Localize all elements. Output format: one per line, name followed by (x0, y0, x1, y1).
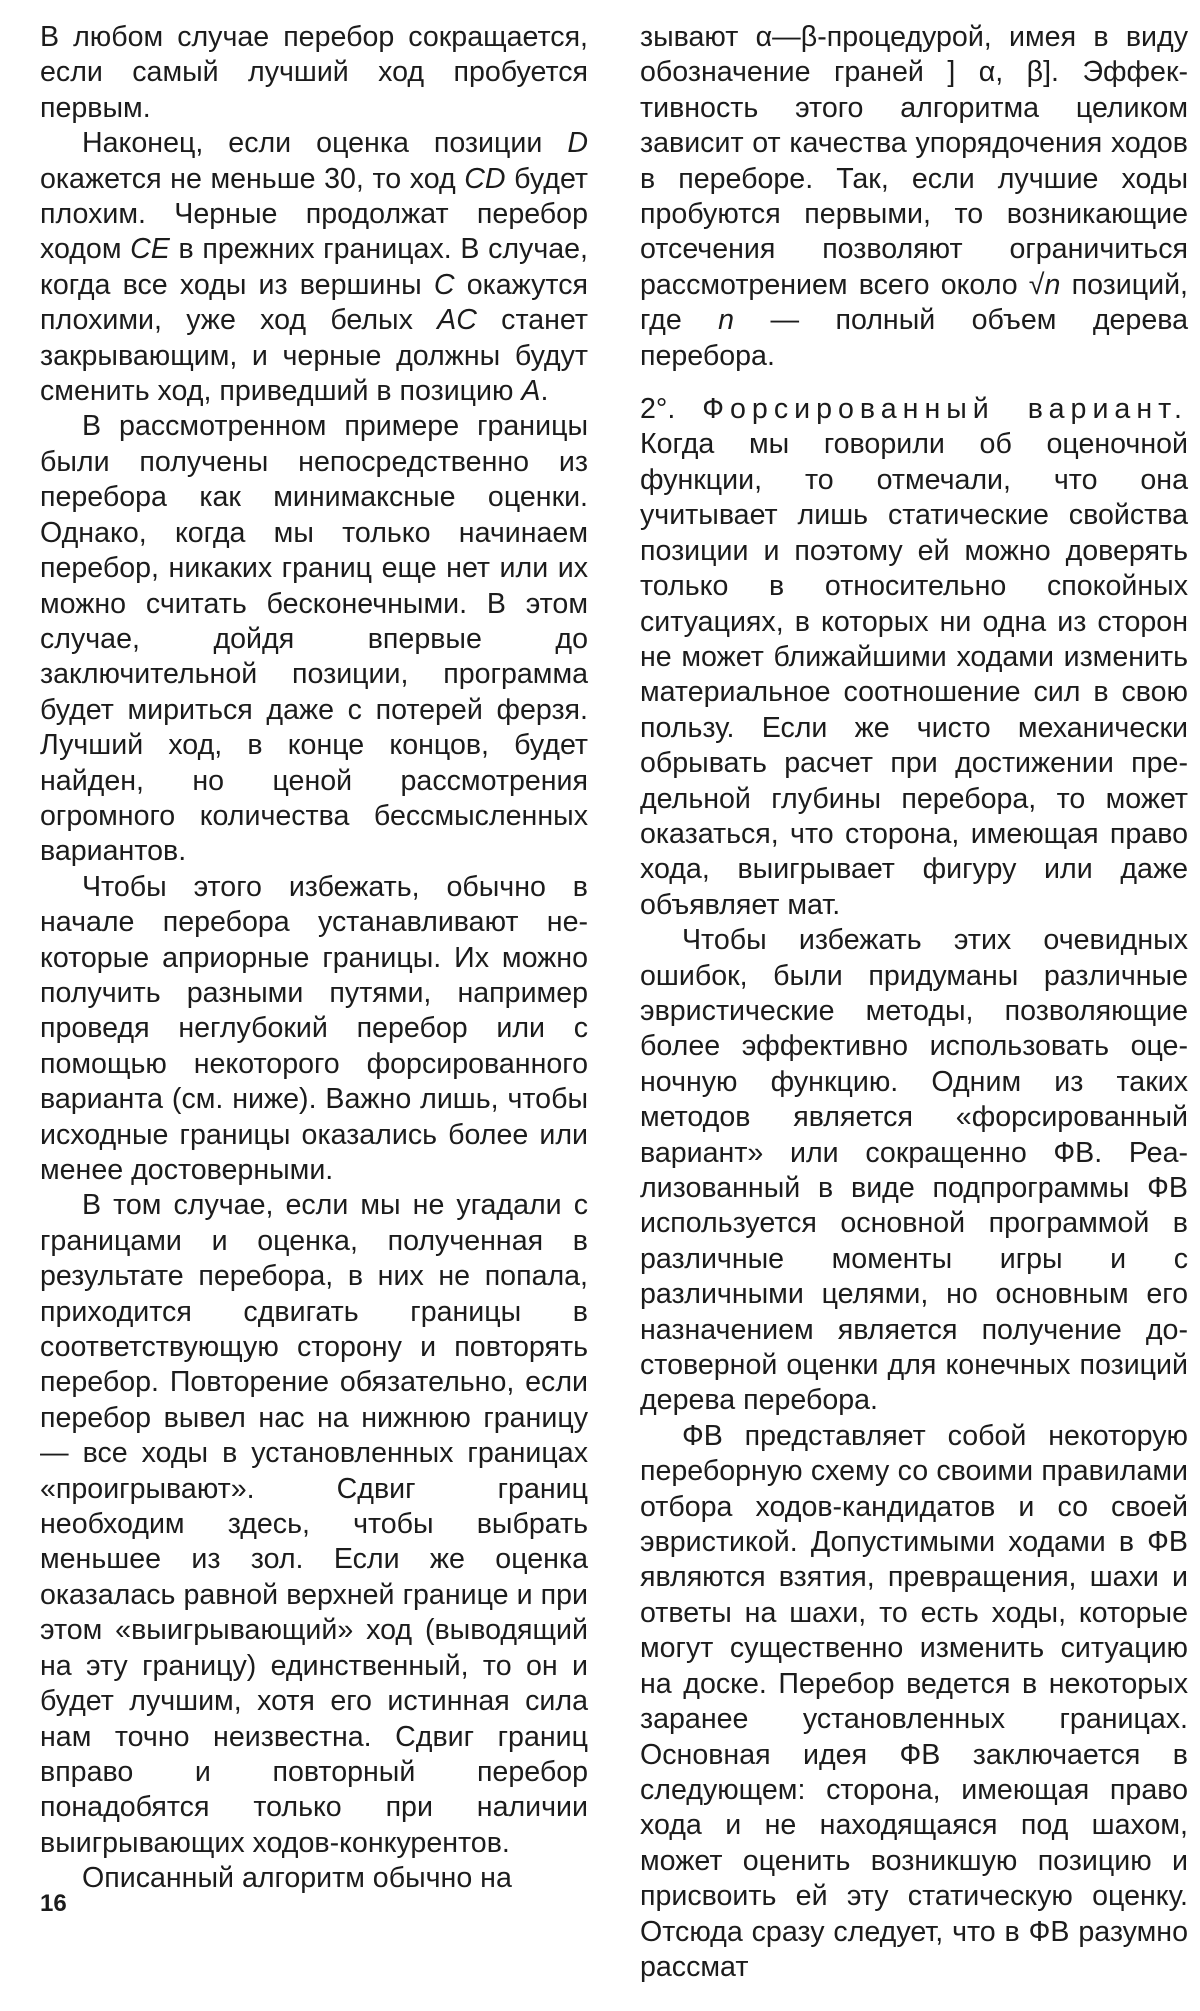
section-paragraph (640, 392, 1188, 923)
text-run: окажется не меньше 30, то ход (40, 162, 465, 195)
paragraph: ФВ представляет собой некоторую переборную схему со своими правилами отбора ходов-кандидатов и со своей эвристикой. Допустимыми ходами в ФВ являются взятия, превращения, шахи и ответы на шахи, то есть ходы, которые могут существенно изменить ситуацию на доске. Перебор ведется в некоторых заранее установленных границах. Основная идея ФВ заключается в следующем: сторона, имеющая право хода и не находящаяся под шахом, может оценить возникшую позицию и присвоить ей эту статическую оценку. Отсюда сразу следует, что в ФВ разумно рассмат (640, 1419, 1188, 1983)
paragraph: Чтобы избежать этих очевидных ошибок, были придуманы различные эвристические методы, позволяющие более эффективно использовать оценочную функцию. Одним из таких методов является «форсированный вариант» или сокращенно ФВ. Реализованный в виде подпрограммы ФВ используется основной программой в различные моменты игры и с различными целями, но основным его назначением является получение достоверной оценки для конечных позиций дерева перебора. (640, 924, 1188, 1417)
left-column (40, 20, 588, 1897)
section-number: 2°. (640, 393, 703, 426)
paragraph (40, 126, 588, 409)
text-run: станет закрывающим, и черные должны будут сменить ход, приведший в позицию (40, 304, 588, 408)
text-run: Наконец, если оценка позиции (82, 127, 568, 160)
sqrt-formula: √n (1028, 268, 1061, 301)
text-run: будет плохим. Черные продолжат перебор ходом (40, 162, 588, 266)
paragraph: В рассмотренном примере границы были получены непосредственно из перебора как минимаксные оценки. Однако, когда мы только начинаем перебор, никаких границ еще нет или их можно считать бесконечными. В этом случае, дойдя впервые до заключительной позиции, программа будет мириться даже с потерей ферзя. Лучший ход, в конце концов, будет найден, но ценой рассмотрения огромного количества бессмысленных вариантов. (40, 410, 588, 868)
text-run: n (718, 304, 735, 337)
section-title: Форсированный вариант. (702, 393, 1188, 426)
text-run: AC (437, 304, 477, 337)
text-run: A (521, 375, 541, 408)
text-run: CE (130, 233, 170, 266)
text-run: окажутся плохими, уже ход белых (40, 268, 588, 337)
text-run: С (433, 268, 455, 301)
text-run: . (540, 375, 549, 408)
paragraph: В любом случае перебор сокращается, если самый лучший ход пробуется первым. (40, 21, 588, 124)
text-run: в прежних границах. В случае, когда все ходы из вершины (40, 233, 588, 301)
paragraph: Чтобы этого избежать, обычно в начале перебора устанавливают некоторые априорные границы. Их можно получить разными путями, например проведя неглубокий перебор или с помощью некоторого форсированного варианта (см. ниже). Важно лишь, чтобы исходные границы оказались более или менее достоверными. (40, 870, 588, 1186)
text-run: позиций, где (640, 268, 1189, 337)
paragraph: Описанный алгоритм обычно на (82, 1862, 512, 1895)
right-column (640, 20, 1188, 1985)
page-number: 16 (40, 1890, 67, 1917)
text-run: зывают α—β-процедурой, имея в виду обозначение граней ] α, β]. Эффективность этого алгоритма целиком зависит от качества упорядочения ходов в переборе. Так, если лучшие ходы пробуются первыми, то возникающие отсечения позволяют ограничиться рассмотрением всего около (640, 21, 1188, 301)
text-run: Когда мы говорили об оценочной функции, то отмечали, что она учитывает лишь статические свойства позиции и поэтому ей можно доверять только в относительно спокойных ситуациях, в которых ни одна из сторон не может ближайшими ходами изменить материальное соотношение сил в свою пользу. Если же чисто механически обрывать расчет при достижении предельной глубины перебора, то может оказаться, что сторона, имеющая право хода, выигрывает фигуру или даже объявляет мат. (640, 428, 1188, 921)
text-run: CD (464, 162, 506, 195)
paragraph (640, 20, 1188, 374)
text-run: — полный объем дерева перебора. (640, 304, 1188, 372)
text-run: D (567, 127, 588, 160)
paragraph: В том случае, если мы не угадали с границами и оценка, полученная в результате перебора, в них не попала, приходится сдвигать границы в соответствующую сторону и повторять перебор. Повторение обязательно, если перебор вывел нас на нижнюю границу — все ходы в установленных границах «проигрывают». Сдвиг границ необходим здесь, чтобы выбрать меньшее из зол. Если же оценка оказалась равной верхней границе и при этом «выигрывающий» ход (выводящий на эту границу) единственный, то он и будет лучшим, хотя его истинная сила нам точно неизвестна. Сдвиг границ вправо и повторный перебор понадобятся только при наличии выигрывающих ходов-конкурентов. (40, 1189, 588, 1859)
